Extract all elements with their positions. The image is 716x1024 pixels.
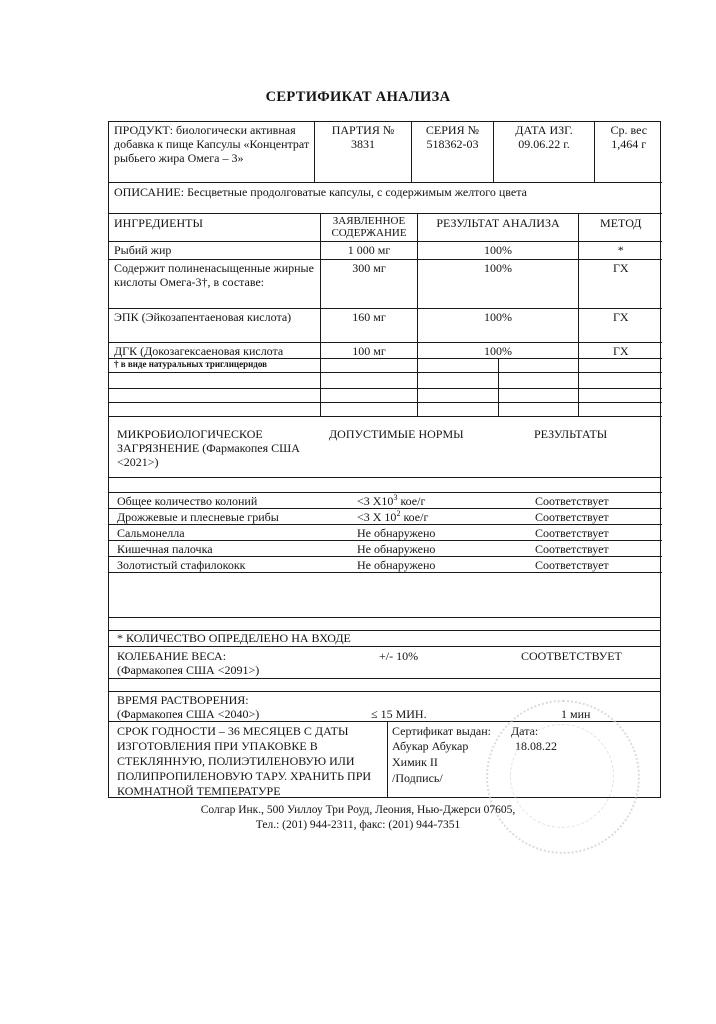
empty-cell xyxy=(578,373,662,389)
micro-norm xyxy=(339,509,523,525)
micro-result: Соответствует xyxy=(523,525,662,541)
ingredient-result: 100% xyxy=(417,260,578,309)
micro-name: Дрожжевые и плесневые грибы xyxy=(109,509,339,525)
micro-norm-text: <3 X 10 xyxy=(357,510,397,524)
bottom-divider xyxy=(387,722,388,797)
micro-norm: Не обнаружено xyxy=(339,541,523,557)
ingredients-header-result: РЕЗУЛЬТАТ АНАЛИЗА xyxy=(417,214,578,242)
blank-line xyxy=(109,617,660,630)
average-weight-label: Ср. вес xyxy=(610,123,648,137)
weight-variation-ref: (Фармакопея США <2091>) xyxy=(117,663,260,677)
certificate-table xyxy=(108,121,661,798)
ingredient-name: ЭПК (Эйкозапентаеновая кислота) xyxy=(109,309,320,343)
issue-date-value: 18.08.22 xyxy=(515,739,557,753)
ingredient-name: Рыбий жир xyxy=(109,242,320,260)
issued-name: Абукар Абукар xyxy=(392,739,469,753)
footer-address: Солгар Инк., 500 Уиллоу Три Роуд, Леония, Нью-Джерси 07605, xyxy=(200,804,516,816)
micro-section xyxy=(109,417,660,477)
weight-variation-label: КОЛЕБАНИЕ ВЕСА: xyxy=(117,649,227,663)
micro-norm-unit: кое/г xyxy=(397,494,426,508)
micro-name: Золотистый стафилококк xyxy=(109,557,339,573)
manufacture-date-cell xyxy=(493,122,594,182)
micro-name: Общее количество колоний xyxy=(109,493,339,509)
batch-value: 3831 xyxy=(351,137,375,151)
empty-cell xyxy=(417,389,498,403)
ingredient-name: ДГК (Докозагексаеновая кислота xyxy=(109,343,320,359)
empty-cell xyxy=(320,359,417,373)
manufacture-date-label: ДАТА ИЗГ. xyxy=(515,123,573,137)
empty-cell xyxy=(498,373,578,389)
description-cell: ОПИСАНИЕ: Бесцветные продолговатые капсулы, с содержимым желтого цвета xyxy=(109,182,662,213)
ingredient-declared: 300 мг xyxy=(320,260,417,309)
weight-variation-result: СООТВЕТСТВУЕТ xyxy=(521,649,622,663)
issued-role: Химик II xyxy=(392,755,438,769)
micro-norm xyxy=(339,493,523,509)
ingredients-table xyxy=(109,214,662,418)
footnote-triglycerides: † в виде натуральных триглицеридов xyxy=(109,359,320,373)
dissolution-label: ВРЕМЯ РАСТВОРЕНИЯ: xyxy=(117,693,249,707)
empty-cell xyxy=(320,389,417,403)
micro-row xyxy=(109,493,662,509)
dissolution-result: 1 мин xyxy=(561,707,591,721)
empty-cell xyxy=(109,478,662,493)
micro-result: Соответствует xyxy=(523,541,662,557)
issued-label: Сертификат выдан: xyxy=(392,724,492,738)
micro-row xyxy=(109,509,662,525)
ingredient-result: 100% xyxy=(417,242,578,260)
micro-norm-text: <3 X10 xyxy=(357,494,394,508)
ingredient-declared: 160 мг xyxy=(320,309,417,343)
ingredients-header-declared: ЗАЯВЛЕННОЕ СОДЕРЖАНИЕ xyxy=(320,214,417,242)
empty-cell xyxy=(320,403,417,417)
empty-cell xyxy=(578,359,662,373)
micro-row xyxy=(109,541,662,557)
blank-area xyxy=(109,573,660,617)
product-cell: ПРОДУКТ: биологически активная добавка к пище Капсулы «Концентрат рыбьего жира Омега – 3» xyxy=(109,122,314,182)
empty-cell xyxy=(109,389,320,403)
ingredient-declared: 100 мг xyxy=(320,343,417,359)
average-weight-value: 1,464 г xyxy=(611,137,647,151)
micro-result: Соответствует xyxy=(523,509,662,525)
ingredient-method: ГХ xyxy=(578,343,662,359)
micro-name: Кишечная палочка xyxy=(109,541,339,557)
micro-norm-exponent: 2 xyxy=(396,509,401,518)
micro-norm-unit: кое/г xyxy=(400,510,429,524)
ingredient-row xyxy=(109,343,662,359)
average-weight-cell xyxy=(594,122,662,182)
ingredient-method: * xyxy=(578,242,662,260)
ingredient-method: ГХ xyxy=(578,260,662,309)
empty-cell xyxy=(109,403,320,417)
empty-cell xyxy=(417,373,498,389)
quantity-note: * КОЛИЧЕСТВО ОПРЕДЕЛЕНО НА ВХОДЕ xyxy=(109,630,660,646)
series-cell xyxy=(411,122,493,182)
ingredient-row xyxy=(109,260,662,309)
document-title: СЕРТИФИКАТ АНАЛИЗА xyxy=(265,89,451,105)
footer-phone: Тел.: (201) 944-2311, факс: (201) 944-7351 xyxy=(255,819,461,831)
ingredients-header-name: ИНГРЕДИЕНТЫ xyxy=(109,214,320,242)
ingredient-method: ГХ xyxy=(578,309,662,343)
ingredient-row xyxy=(109,309,662,343)
issue-date-label: Дата: xyxy=(511,724,539,738)
shelf-life-text: СРОК ГОДНОСТИ – 36 МЕСЯЦЕВ С ДАТЫ ИЗГОТОВЛЕНИЯ ПРИ УПАКОВКЕ В СТЕКЛЯННУЮ, ПОЛИЭТИЛЕНОВУЮ ИЛИ ПОЛИПРОПИЛЕНОВУЮ ТАРУ. ХРАНИТЬ ПРИ КОМНАТНОЙ ТЕМПЕРАТУРЕ xyxy=(117,724,372,798)
micro-row xyxy=(109,557,662,573)
micro-norm: Не обнаружено xyxy=(339,557,523,573)
micro-heading: МИКРОБИОЛОГИЧЕСКОЕ ЗАГРЯЗНЕНИЕ (Фармакопея США <2021>) xyxy=(117,427,300,469)
weight-variation-norm: +/- 10% xyxy=(379,649,419,663)
micro-result: Соответствует xyxy=(523,557,662,573)
dissolution-ref: (Фармакопея США <2040>) xyxy=(117,707,260,721)
micro-norms-header: ДОПУСТИМЫЕ НОРМЫ xyxy=(329,427,464,441)
batch-label: ПАРТИЯ № xyxy=(331,123,395,137)
empty-cell xyxy=(498,359,578,373)
product-header-table xyxy=(109,122,662,214)
empty-cell xyxy=(578,403,662,417)
ingredient-result: 100% xyxy=(417,309,578,343)
blank-line xyxy=(109,678,660,691)
empty-cell xyxy=(498,403,578,417)
micro-result: Соответствует xyxy=(523,493,662,509)
micro-row xyxy=(109,525,662,541)
micro-results-header: РЕЗУЛЬТАТЫ xyxy=(534,427,608,441)
manufacture-date-value: 09.06.22 г. xyxy=(518,137,570,151)
micro-norm: Не обнаружено xyxy=(339,525,523,541)
empty-cell xyxy=(578,389,662,403)
ingredients-header-method: МЕТОД xyxy=(578,214,662,242)
empty-cell xyxy=(417,403,498,417)
ingredient-result: 100% xyxy=(417,343,578,359)
empty-cell xyxy=(109,373,320,389)
empty-cell xyxy=(320,373,417,389)
empty-cell xyxy=(498,389,578,403)
ingredient-name: Содержит полиненасыщенные жирные кислоты Омега-3†, в составе: xyxy=(109,260,320,309)
ingredient-declared: 1 000 мг xyxy=(320,242,417,260)
dissolution-norm: ≤ 15 МИН. xyxy=(371,707,427,721)
empty-cell xyxy=(417,359,498,373)
ingredient-row xyxy=(109,242,662,260)
series-value: 518362-03 xyxy=(426,137,479,151)
micro-table xyxy=(109,477,662,573)
signature: /Подпись/ xyxy=(392,771,443,785)
weight-variation-section xyxy=(109,646,660,678)
micro-name: Сальмонелла xyxy=(109,525,339,541)
micro-norm-exponent: 3 xyxy=(393,493,398,502)
batch-cell xyxy=(314,122,411,182)
series-label: СЕРИЯ № xyxy=(425,123,480,137)
